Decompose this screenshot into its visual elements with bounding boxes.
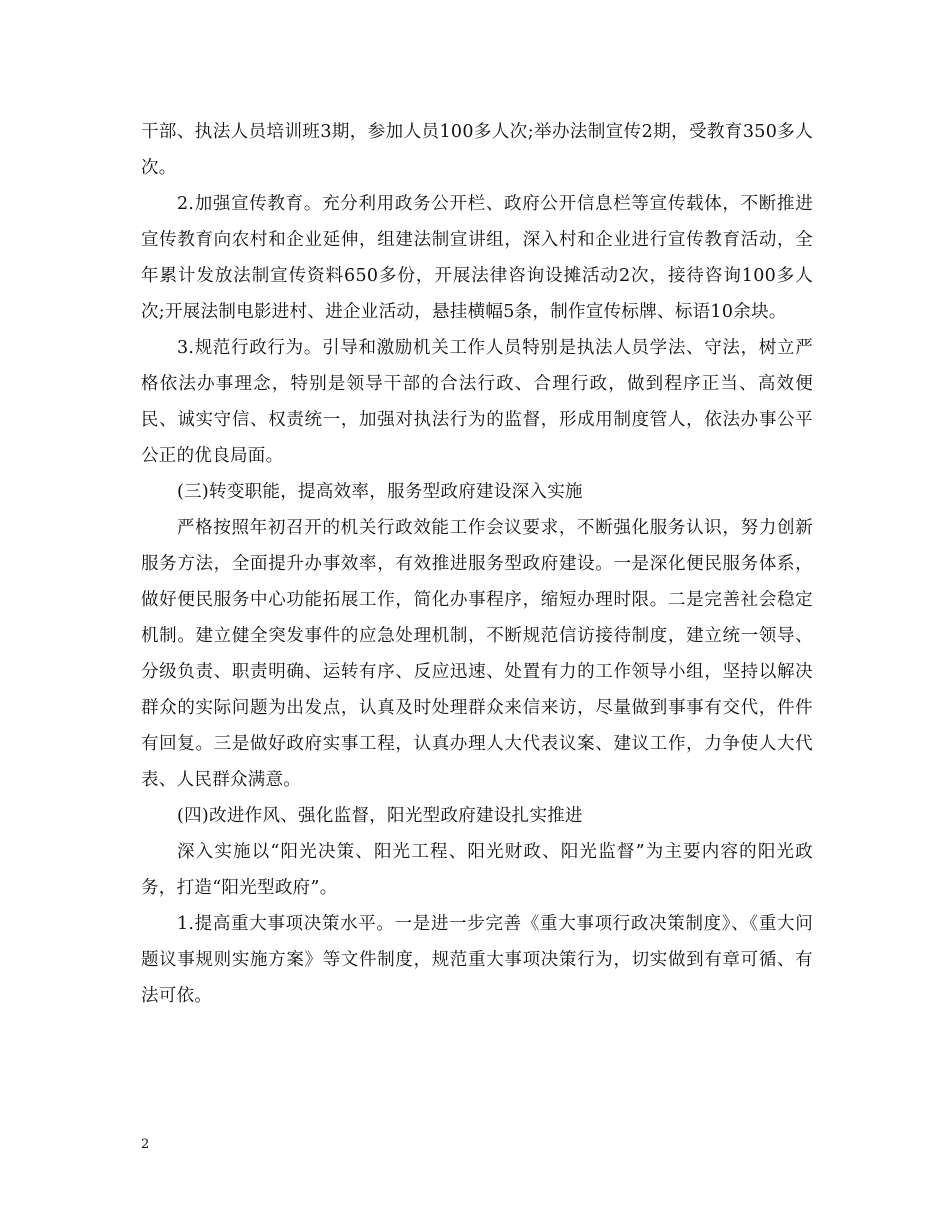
body-text <box>141 114 813 1014</box>
paragraph: 3.规范行政行为。引导和激励机关工作人员特别是执法人员学法、守法，树立严格依法办事理念，特别是领导干部的合法行政、合理行政，做到程序正当、高效便民、诚实守信、权责统一，加强对执法行为的监督，形成用制度管人，依法办事公平公正的优良局面。 <box>141 338 813 466</box>
paragraph: 深入实施以“阳光决策、阳光工程、阳光财政、阳光监督”为主要内容的阳光政务，打造“阳光型政府”。 <box>141 842 813 898</box>
section-heading: (四)改进作风、强化监督，阳光型政府建设扎实推进 <box>177 806 583 826</box>
paragraph: 严格按照年初召开的机关行政效能工作会议要求，不断强化服务认识，努力创新服务方法，全面提升办事效率，有效推进服务型政府建设。一是深化便民服务体系，做好便民服务中心功能拓展工作，简化办事程序，缩短办理时限。二是完善社会稳定机制。建立健全突发事件的应急处理机制，不断规范信访接待制度，建立统一领导、分级负责、职责明确、运转有序、反应迅速、处置有力的工作领导小组，坚持以解决群众的实际问题为出发点，认真及时处理群众来信来访，尽量做到事事有交代，件件有回复。三是做好政府实事工程，认真办理人大代表议案、建议工作，力争使人大代表、人民群众满意。 <box>141 518 813 790</box>
paragraph: 干部、执法人员培训班3期，参加人员100多人次;举办法制宣传2期，受教育350多人次。 <box>141 122 813 178</box>
paragraph: 2.加强宣传教育。充分利用政务公开栏、政府公开信息栏等宣传载体，不断推进宣传教育向农村和企业延伸，组建法制宣讲组，深入村和企业进行宣传教育活动，全年累计发放法制宣传资料650多份，开展法律咨询设摊活动2次，接待咨询100多人次;开展法制电影进村、进企业活动，悬挂横幅5条，制作宣传标牌、标语10余块。 <box>141 194 813 322</box>
paragraph: 1.提高重大事项决策水平。一是进一步完善《重大事项行政决策制度》、《重大问题议事规则实施方案》等文件制度，规范重大事项决策行为，切实做到有章可循、有法可依。 <box>141 914 813 1006</box>
section-heading: (三)转变职能，提高效率，服务型政府建设深入实施 <box>177 482 583 502</box>
page-number: 2 <box>141 1137 150 1152</box>
